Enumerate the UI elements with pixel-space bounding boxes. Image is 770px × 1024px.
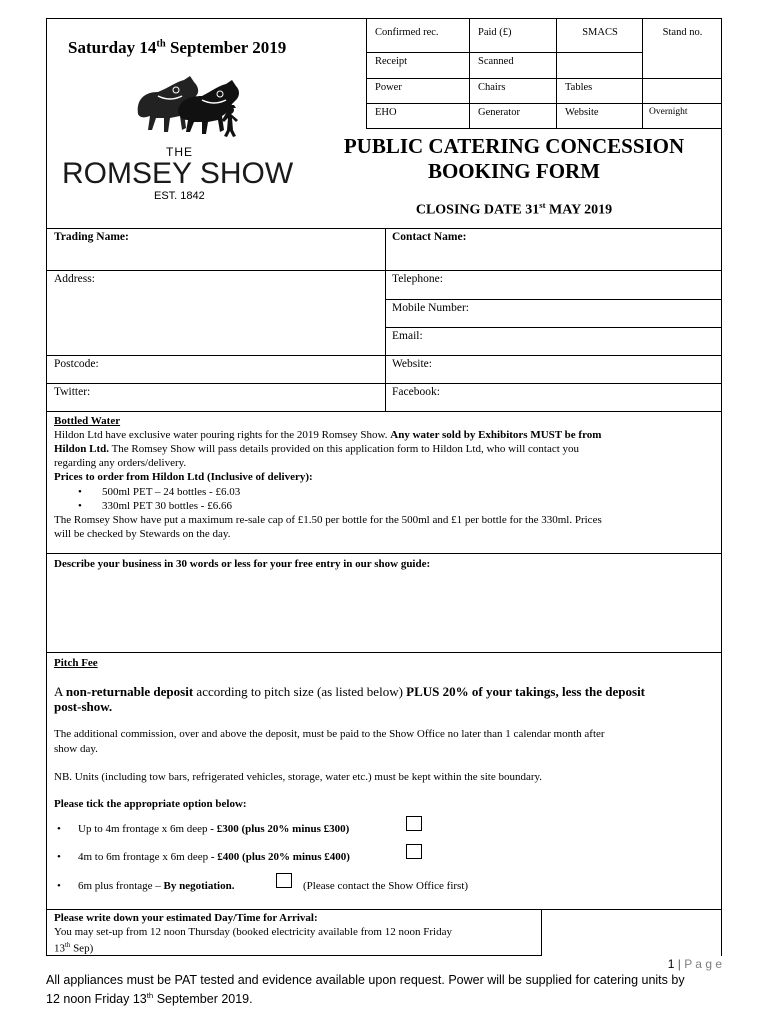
- water-prices-heading: Prices to order from Hildon Ltd (Inclusive of delivery):: [54, 471, 313, 483]
- office-website: Website: [565, 107, 599, 118]
- water-cap-line1: The Romsey Show have put a maximum re-sale cap of £1.50 per bottle for the 500ml and £1 per bottle for the 330ml. Prices: [54, 514, 602, 526]
- bottled-water-heading: Bottled Water: [54, 415, 121, 427]
- pitch-deposit-line2: post-show.: [54, 699, 113, 714]
- office-generator: Generator: [478, 107, 520, 118]
- frame-left: [46, 18, 47, 956]
- horse-logo-icon: [118, 70, 258, 142]
- logo-the: THE: [166, 145, 193, 159]
- arrival-time-field[interactable]: [542, 910, 721, 955]
- footer-note-line2: 12 noon Friday 13th September 2019.: [46, 991, 253, 1007]
- pitch-tick-instruction: Please tick the appropriate option below:: [54, 798, 247, 810]
- water-paragraph-line3: regarding any orders/delivery.: [54, 457, 187, 469]
- pitch-option-2-checkbox[interactable]: [406, 844, 422, 859]
- facebook-field[interactable]: Facebook:: [392, 386, 440, 398]
- office-confirmed-rec: Confirmed rec.: [375, 27, 439, 38]
- website-field[interactable]: Website:: [392, 358, 432, 370]
- pitch-deposit-line1: A non-returnable deposit according to pitch size (as listed below) PLUS 20% of your takings, less the deposit: [54, 684, 646, 699]
- postcode-field[interactable]: Postcode:: [54, 358, 99, 370]
- telephone-field[interactable]: Telephone:: [392, 273, 443, 285]
- form-title-line2: BOOKING FORM: [427, 159, 601, 183]
- twitter-field[interactable]: Twitter:: [54, 386, 91, 398]
- closing-date: CLOSING DATE 31st MAY 2019: [415, 200, 613, 218]
- show-date: Saturday 14th September 2019: [68, 38, 287, 57]
- office-tables: Tables: [565, 82, 593, 93]
- frame-top: [46, 18, 722, 19]
- contact-name-field[interactable]: Contact Name:: [392, 231, 467, 243]
- form-title-line1: PUBLIC CATERING CONCESSION: [343, 134, 685, 158]
- arrival-line1: You may set-up from 12 noon Thursday (booked electricity available from 12 noon Friday: [54, 926, 452, 938]
- pitch-commission-line2: show day.: [54, 743, 98, 755]
- logo-name: ROMSEY SHOW: [62, 157, 294, 190]
- arrival-line2: 13th Sep): [54, 942, 94, 955]
- office-power: Power: [375, 82, 402, 93]
- office-overnight: Overnight: [649, 107, 688, 117]
- frame-right: [721, 18, 722, 956]
- mobile-number-field[interactable]: Mobile Number:: [392, 302, 469, 314]
- email-field[interactable]: Email:: [392, 330, 423, 342]
- office-stand-no: Stand no.: [662, 27, 703, 38]
- trading-name-field[interactable]: Trading Name:: [54, 231, 129, 243]
- pitch-commission-line1: The additional commission, over and above the deposit, must be paid to the Show Office no later than 1 calendar month after: [54, 728, 605, 740]
- pitch-fee-heading: Pitch Fee: [54, 657, 98, 669]
- page-number: 1 | P a g e: [667, 957, 722, 971]
- water-paragraph-line2: Hildon Ltd. The Romsey Show will pass details provided on this application form to Hildon Ltd, who will contact you: [54, 443, 580, 455]
- water-cap-line2: will be checked by Stewards on the day.: [54, 528, 231, 540]
- office-paid: Paid (£): [478, 27, 512, 38]
- water-paragraph-line1: Hildon Ltd have exclusive water pouring rights for the 2019 Romsey Show. Any water sold by Exhibitors MUST be from: [54, 429, 602, 441]
- describe-business-field[interactable]: Describe your business in 30 words or less for your free entry in our show guide:: [54, 558, 431, 570]
- office-receipt: Receipt: [375, 56, 408, 67]
- pitch-option-1-checkbox[interactable]: [406, 816, 422, 831]
- frame-bottom: [46, 955, 542, 956]
- logo-established: EST. 1842: [154, 190, 205, 202]
- office-smacs: SMACS: [582, 27, 618, 38]
- pitch-option-3-checkbox[interactable]: [276, 873, 292, 888]
- office-eho: EHO: [375, 107, 397, 118]
- arrival-heading: Please write down your estimated Day/Time for Arrival:: [54, 912, 318, 924]
- office-chairs: Chairs: [478, 82, 506, 93]
- office-scanned: Scanned: [478, 56, 514, 67]
- footer-note-line1: All appliances must be PAT tested and evidence available upon request. Power will be supplied for catering units by: [46, 973, 685, 987]
- address-field[interactable]: Address:: [54, 273, 95, 285]
- pitch-nb: NB. Units (including tow bars, refrigerated vehicles, storage, water etc.) must be kept within the site boundary.: [54, 771, 543, 783]
